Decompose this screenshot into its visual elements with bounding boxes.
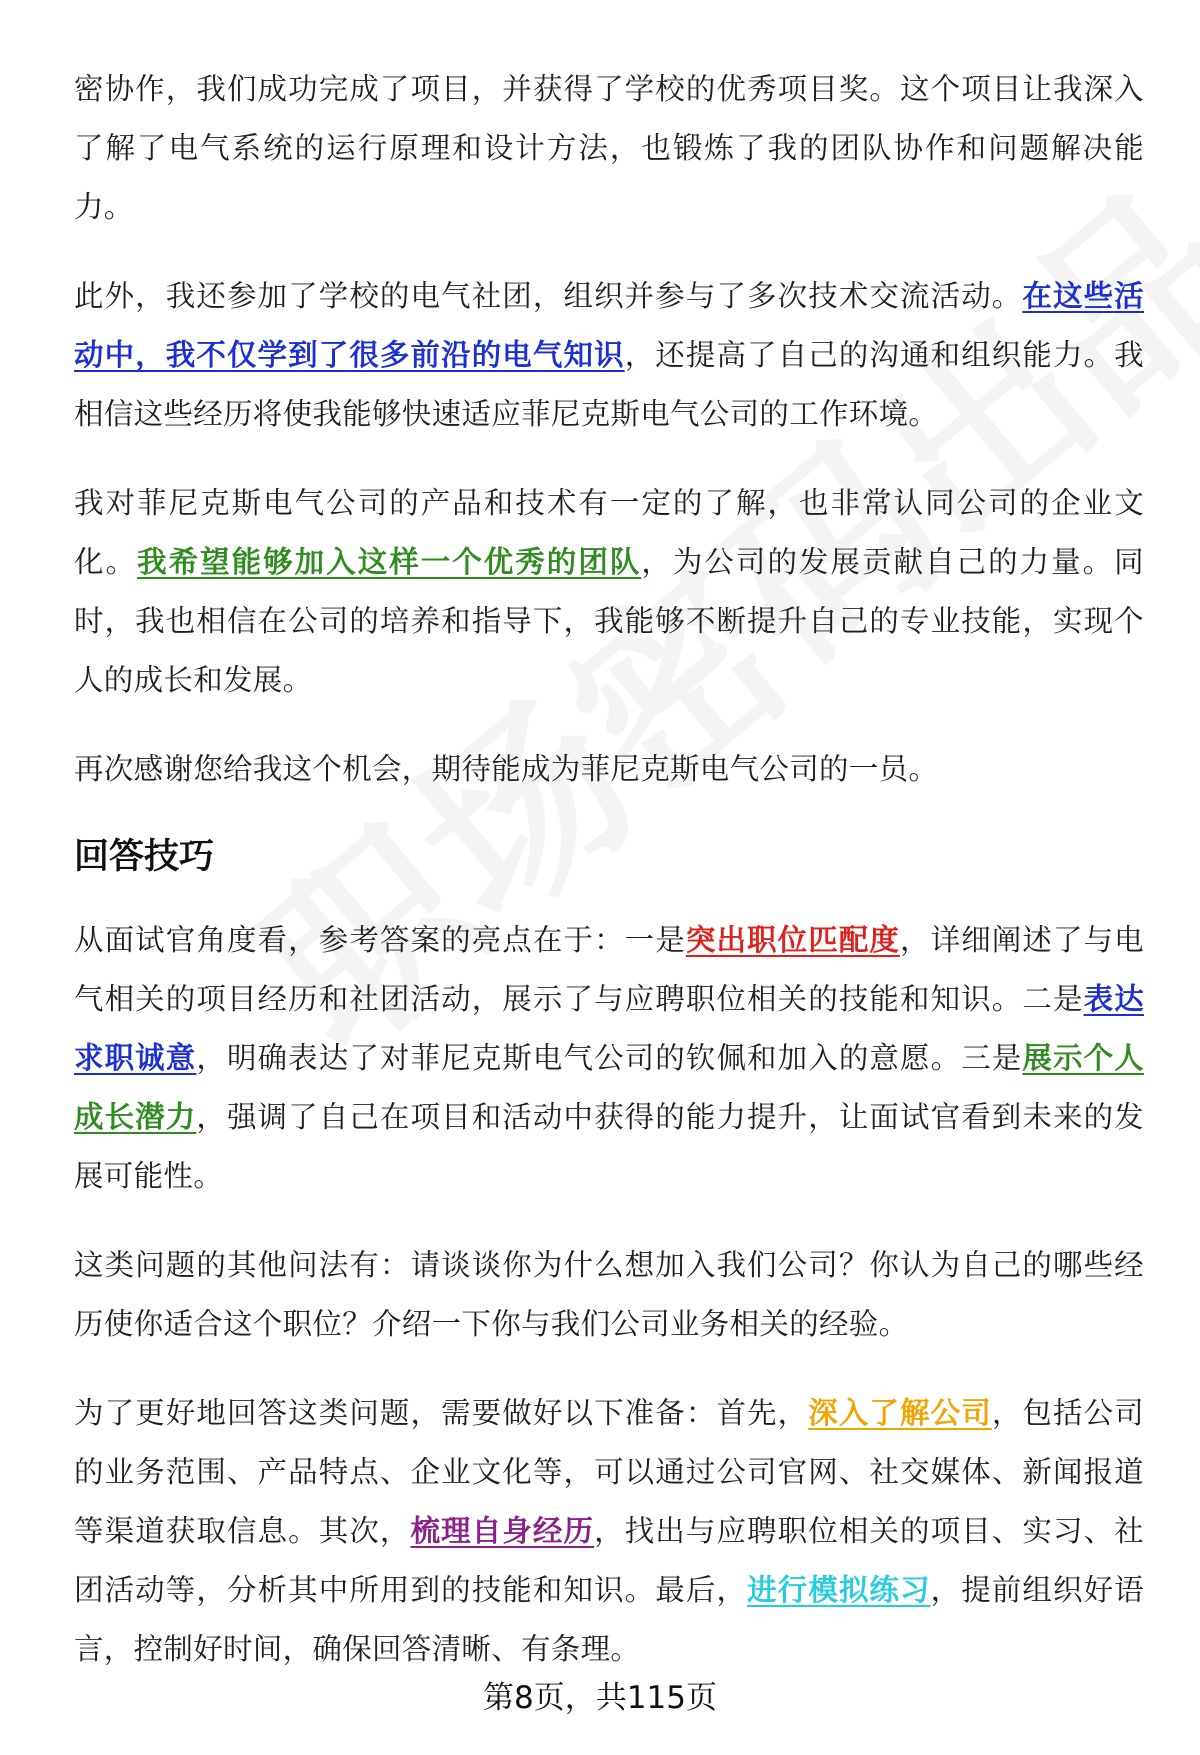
highlight-blue: 表达求职诚意: [74, 982, 1144, 1075]
paragraph-text: ，提前组织好语言，控制好时间，确保回答清晰、有条理。: [74, 1573, 1144, 1666]
document-body: [74, 60, 1144, 1709]
paragraph-club: [74, 267, 1144, 444]
paragraph-thanks: [74, 740, 1144, 799]
paragraph-text: 再次感谢您给我这个机会，期待能成为菲尼克斯电气公司的一员。: [74, 752, 939, 786]
highlight-cyan: 进行模拟练习: [747, 1573, 931, 1607]
paragraph-text: 我对菲尼克斯电气公司的产品和技术有一定的了解，也非常认同公司的企业文化。: [74, 486, 1144, 579]
section-heading: 回答技巧: [74, 837, 215, 877]
paragraph-text: ，为公司的发展贡献自己的力量。同时，我也相信在公司的培养和指导下，我能够不断提升自己的专业技能，实现个人的成长和发展。: [74, 545, 1144, 697]
paragraph-company-culture: [74, 474, 1144, 710]
highlight-blue: 在这些活动中，我不仅学到了很多前沿的电气知识: [74, 279, 1144, 372]
paragraph-highlights: [74, 911, 1144, 1206]
paragraph-text: ，找出与应聘职位相关的项目、实习、社团活动等，分析其中所用到的技能和知识。最后，: [74, 1514, 1144, 1607]
paragraph-preparation: [74, 1384, 1144, 1679]
highlight-green: 展示个人成长潜力: [74, 1041, 1144, 1134]
paragraph-project: [74, 60, 1144, 237]
highlight-green: 我希望能够加入这样一个优秀的团队: [137, 545, 642, 579]
paragraph-text: 为了更好地回答这类问题，需要做好以下准备：首先，: [74, 1396, 809, 1430]
paragraph-text: 从面试官角度看，参考答案的亮点在于：一是: [74, 923, 686, 957]
highlight-orange: 深入了解公司: [808, 1396, 992, 1430]
page-number: 第8页，共115页: [483, 1680, 717, 1716]
paragraph-text: 此外，我还参加了学校的电气社团，组织并参与了多次技术交流活动。: [74, 279, 1023, 313]
paragraph-text: ，强调了自己在项目和活动中获得的能力提升，让面试官看到未来的发展可能性。: [74, 1100, 1144, 1193]
paragraph-text: ，包括公司的业务范围、产品特点、企业文化等，可以通过公司官网、社交媒体、新闻报道等渠道获取信息。其次，: [74, 1396, 1144, 1548]
paragraph-text: 密协作，我们成功完成了项目，并获得了学校的优秀项目奖。这个项目让我深入了解了电气系统的运行原理和设计方法，也锻炼了我的团队协作和问题解决能力。: [74, 72, 1144, 224]
paragraph-text: ，还提高了自己的沟通和组织能力。我相信这些经历将使我能够快速适应菲尼克斯电气公司的工作环境。: [74, 338, 1144, 431]
paragraph-text: ，明确表达了对菲尼克斯电气公司的钦佩和加入的意愿。三是: [196, 1041, 1023, 1075]
paragraph-text: 这类问题的其他问法有：请谈谈你为什么想加入我们公司？你认为自己的哪些经历使你适合这个职位？介绍一下你与我们公司业务相关的经验。: [74, 1248, 1144, 1341]
paragraph-text: ，详细阐述了与电气相关的项目经历和社团活动，展示了与应聘职位相关的技能和知识。二是: [74, 923, 1144, 1016]
highlight-purple: 梳理自身经历: [410, 1514, 595, 1548]
paragraph-other-questions: [74, 1236, 1144, 1354]
highlight-red: 突出职位匹配度: [685, 923, 901, 957]
